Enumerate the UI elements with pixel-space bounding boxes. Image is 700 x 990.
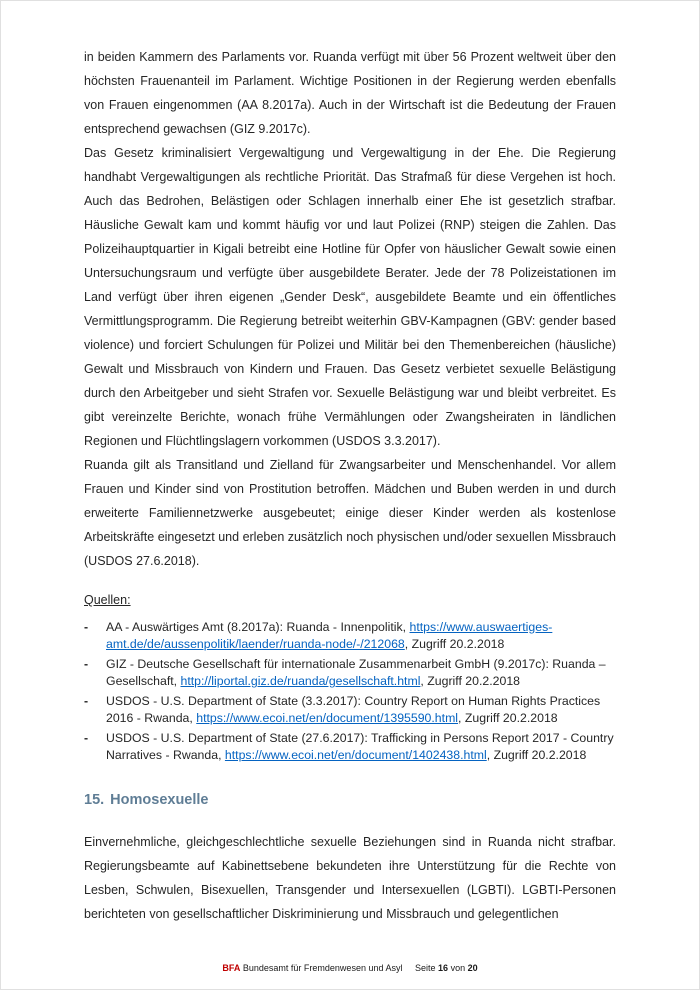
body-paragraph: Einvernehmliche, gleichgeschlechtliche sexuelle Beziehungen sind in Ruanda nicht strafbar. Regierungsbeamte auf Kabinettsebene bekundeten ihre Unterstützung für die Rechte von Lesben, Schwulen, Bisexuellen, Transgender und Intersexuellen (LGBTI). LGBTI-Personen berichteten von gesellschaftlicher Diskriminierung und Missbrauch und gelegentlichen [84,835,616,921]
body-paragraph: Ruanda gilt als Transitland und Zielland für Zwangsarbeiter und Menschenhandel. Vor allem Frauen und Kinder sind von Prostitution betroffen. Mädchen und Buben werden in und durch erweiterte Familiennetzwerke ausgebeutet; einige dieser Kinder werden als kostenlose Arbeitskräfte eingesetzt und erleben zusätzlich noch physischen und/oder sexuellen Missbrauch (USDOS 27.6.2018). [84,458,616,568]
source-citation [106,730,616,764]
list-dash: - [84,694,89,708]
page-content [1,1,699,926]
source-citation-text: GIZ - Deutsche Gesellschaft für internationale Zusammenarbeit GmbH (9.2017c): Ruanda – Gesellschaft, [106,657,606,688]
sources-heading: Quellen: [84,593,131,607]
source-access-text: , Zugriff 20.2.2018 [458,711,558,725]
footer-org-abbr: BFA [222,963,241,973]
source-item [84,656,616,690]
source-citation-text: USDOS - U.S. Department of State (3.3.2017): Country Report on Human Rights Practices 2016 - Rwanda, [106,694,601,725]
source-access-text: , Zugriff 20.2.2018 [486,748,587,762]
source-item [84,730,616,764]
source-link[interactable]: https://www.ecoi.net/en/document/1395590.html [196,711,459,725]
body-paragraph: in beiden Kammern des Parlaments vor. Ruanda verfügt mit über 56 Prozent weltweit über den höchsten Frauenanteil im Parlament. Wichtige Positionen in der Regierung werden ebenfalls von Frauen eingenommen (AA 8.2017a). Auch in der Wirtschaft ist die Bedeutung der Frauen entsprechend gewachsen (GIZ 9.2017c). [84,50,616,136]
source-link[interactable]: https://www.auswaertiges-amt.de/de/aussenpolitik/laender/ruanda-node/-/212068 [106,620,553,651]
list-dash: - [84,620,89,634]
source-citation-text: AA - Auswärtiges Amt (8.2017a): Ruanda - Innenpolitik, [106,620,410,634]
sources-section [84,588,616,612]
section-number: 15. [84,792,105,808]
footer-page-number: 16 [438,963,449,973]
page-footer [1,963,699,973]
section-heading [84,792,616,808]
source-access-text: , Zugriff 20.2.2018 [420,674,521,688]
source-access-text: , Zugriff 20.2.2018 [404,637,505,651]
source-item [84,619,616,653]
source-citation [106,656,616,690]
source-link[interactable]: http://liportal.giz.de/ruanda/gesellschaft.html [180,674,421,688]
footer-page-total: 20 [467,963,478,973]
section-title: Homosexuelle [110,792,209,808]
source-citation [106,693,616,727]
source-link[interactable]: https://www.ecoi.net/en/document/1402438.html [224,748,487,762]
list-dash: - [84,657,89,671]
footer-org-name: Bundesamt für Fremdenwesen und Asyl [242,963,403,973]
source-list [84,619,616,764]
footer-page-info [415,963,478,973]
source-citation [106,619,616,653]
source-item [84,693,616,727]
body-paragraph: Das Gesetz kriminalisiert Vergewaltigung und Vergewaltigung in der Ehe. Die Regierung handhabt Vergewaltigungen als rechtliche Priorität. Das Strafmaß für diese Vergehen ist hoch. Auch das Bedrohen, Belästigen oder Schlagen innerhalb einer Ehe ist gesetzlich strafbar. Häusliche Gewalt kam und kommt häufig vor und laut Polizei (RNP) steigen die Zahlen. Das Polizeihauptquartier in Kigali betreibt eine Hotline für Opfer von häuslicher Gewalt sowie einen Untersuchungsraum und verfügte über ausgebildete Berater. Jede der 78 Polizeistationen im Land verfügt über ihren eigenen „Gender Desk“, ausgebildete Beamte und ein öffentliches Vermittlungsprogramm. Die Regierung betreibt weiterhin GBV-Kampagnen (GBV: gender based violence) und forciert Schulungen für Polizei und Militär bei den Themenbereichen (häusliche) Gewalt und Missbrauch von Kindern und Frauen. Das Gesetz verbietet sexuelle Belästigung durch den Arbeitgeber und sieht Strafen vor. Sexuelle Belästigung war und bleibt verbreitet. Es gibt vereinzelte Berichte, wonach frühe Vermählungen oder Zwangsheiraten in ländlichen Regionen und Flüchtlingslagern vorkommen (USDOS 3.3.2017). [84,146,616,448]
footer-von-label: von [450,963,466,973]
footer-seite-label: Seite [415,963,436,973]
source-citation-text: USDOS - U.S. Department of State (27.6.2017): Trafficking in Persons Report 2017 - Country Narratives - Rwanda, [106,731,614,762]
list-dash: - [84,731,89,745]
